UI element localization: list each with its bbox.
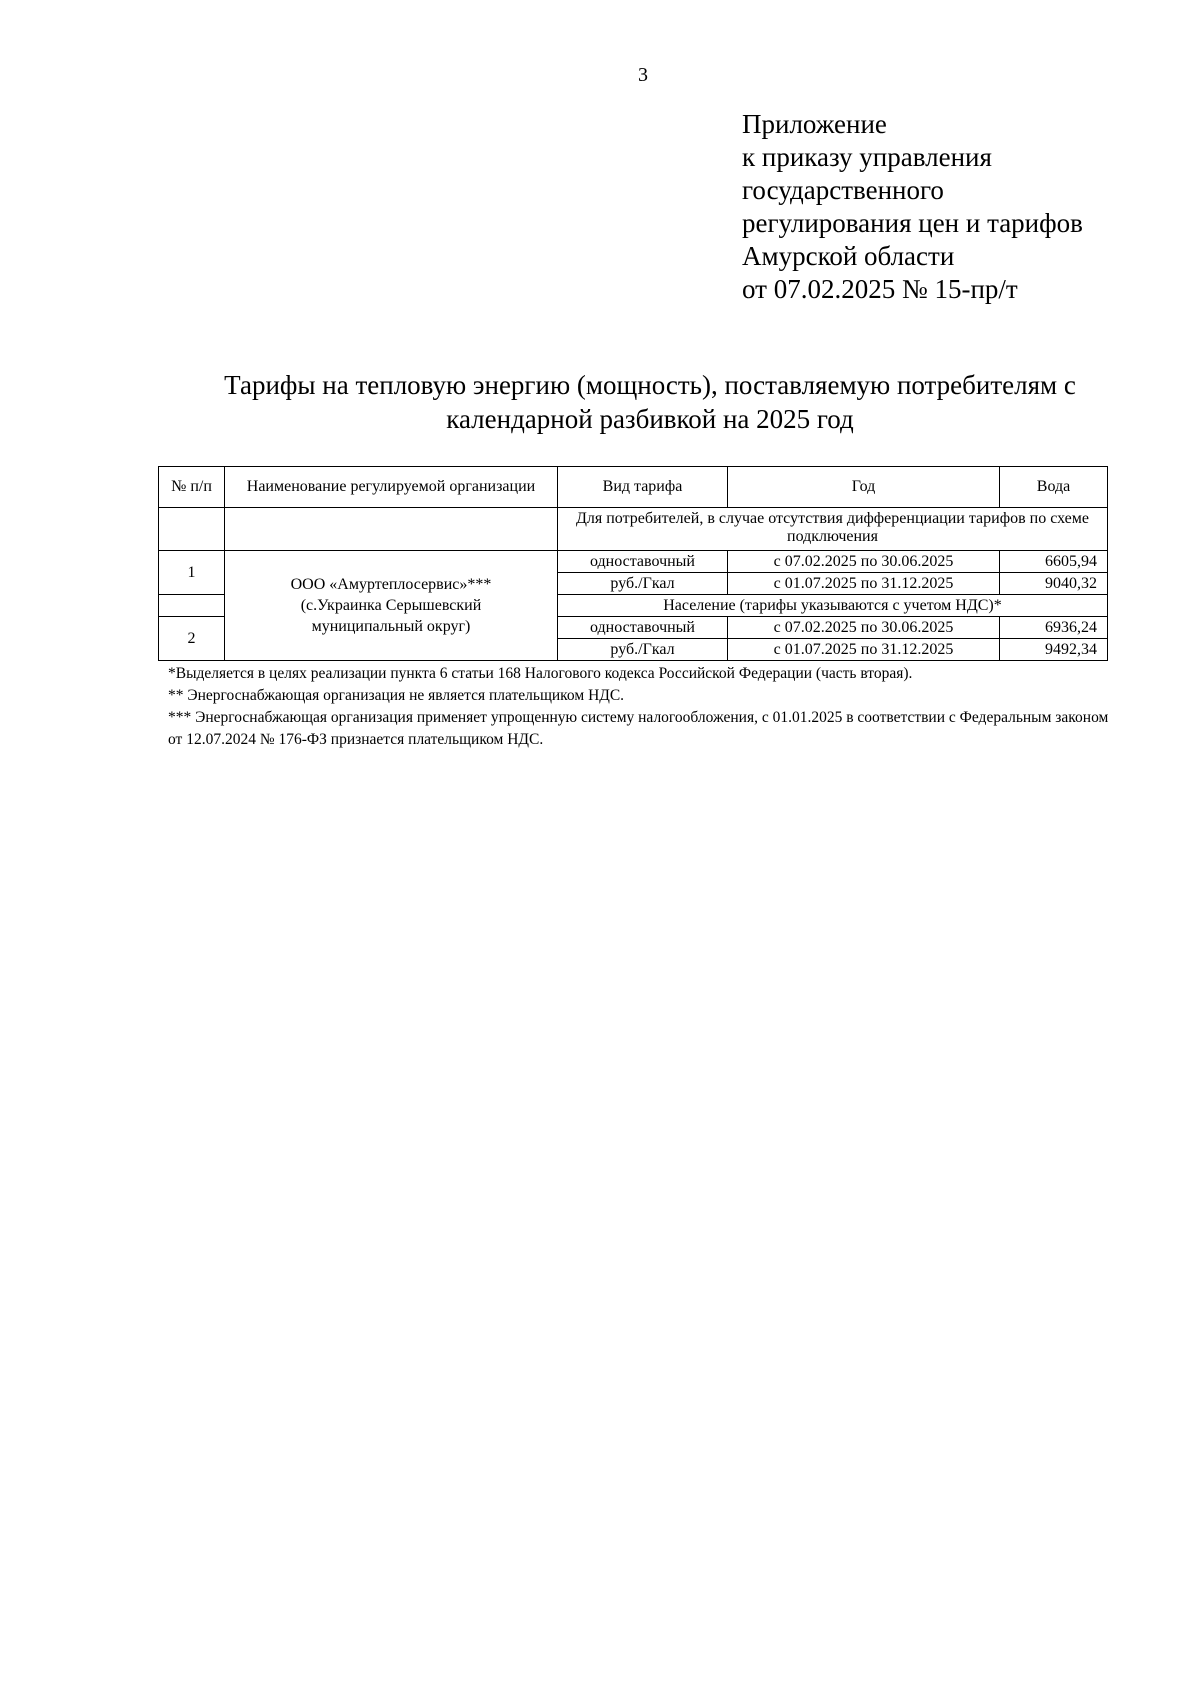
title-line: календарной разбивкой на 2025 год bbox=[446, 404, 854, 434]
header-year: Год bbox=[728, 467, 1000, 508]
footnotes bbox=[168, 663, 1118, 751]
appendix-line: к приказу управления bbox=[742, 142, 992, 172]
tariff-unit: руб./Гкал bbox=[558, 639, 728, 661]
header-water: Вода bbox=[1000, 467, 1108, 508]
footnote-2: ** Энергоснабжающая организация не является плательщиком НДС. bbox=[168, 687, 625, 704]
page-number: 3 bbox=[638, 64, 648, 86]
appendix-block bbox=[742, 108, 1083, 306]
org-location: (с.Украинка Серышевский bbox=[300, 597, 482, 614]
empty-cell bbox=[159, 508, 225, 551]
org-district: муниципальный округ) bbox=[311, 618, 471, 635]
tariff-type: одноставочный bbox=[558, 617, 728, 639]
appendix-line: Амурской области bbox=[742, 241, 955, 271]
header-tariff-type: Вид тарифа bbox=[558, 467, 728, 508]
tariff-type: одноставочный bbox=[558, 551, 728, 573]
section-row bbox=[159, 508, 1108, 551]
water-value: 9492,34 bbox=[1000, 639, 1108, 661]
header-num: № п/п bbox=[159, 467, 225, 508]
appendix-line: от 07.02.2025 № 15-пр/т bbox=[742, 274, 1018, 304]
appendix-line: Приложение bbox=[742, 109, 887, 139]
water-value: 6605,94 bbox=[1000, 551, 1108, 573]
section-title: Население (тарифы указываются с учетом НДС)* bbox=[558, 595, 1108, 617]
row-num: 2 bbox=[159, 617, 225, 661]
water-value: 6936,24 bbox=[1000, 617, 1108, 639]
period: с 01.07.2025 по 31.12.2025 bbox=[728, 573, 1000, 595]
document-title bbox=[150, 368, 1150, 436]
empty-cell bbox=[225, 508, 558, 551]
table-row bbox=[159, 551, 1108, 573]
tariff-table bbox=[158, 466, 1108, 661]
footnote-3: *** Энергоснабжающая организация применяет упрощенную систему налогообложения, с 01.01.2025 в соответствии с Федеральным законом от 12.07.2024 № 176-ФЗ признается плательщиком НДС. bbox=[168, 709, 1109, 748]
table-header-row bbox=[159, 467, 1108, 508]
appendix-line: государственного bbox=[742, 175, 944, 205]
title-line: Тарифы на тепловую энергию (мощность), поставляемую потребителям с bbox=[224, 370, 1076, 400]
period: с 01.07.2025 по 31.12.2025 bbox=[728, 639, 1000, 661]
section-title: Для потребителей, в случае отсутствия дифференциации тарифов по схеме подключения bbox=[558, 508, 1108, 551]
empty-cell bbox=[159, 595, 225, 617]
footnote-1: *Выделяется в целях реализации пункта 6 статьи 168 Налогового кодекса Российской Федерации (часть вторая). bbox=[168, 665, 913, 682]
period: с 07.02.2025 по 30.06.2025 bbox=[728, 617, 1000, 639]
tariff-unit: руб./Гкал bbox=[558, 573, 728, 595]
row-num: 1 bbox=[159, 551, 225, 595]
appendix-line: регулирования цен и тарифов bbox=[742, 208, 1083, 238]
period: с 07.02.2025 по 30.06.2025 bbox=[728, 551, 1000, 573]
organization-cell bbox=[225, 551, 558, 661]
org-name: ООО «Амуртеплосервис»*** bbox=[290, 576, 492, 593]
header-org: Наименование регулируемой организации bbox=[225, 467, 558, 508]
water-value: 9040,32 bbox=[1000, 573, 1108, 595]
